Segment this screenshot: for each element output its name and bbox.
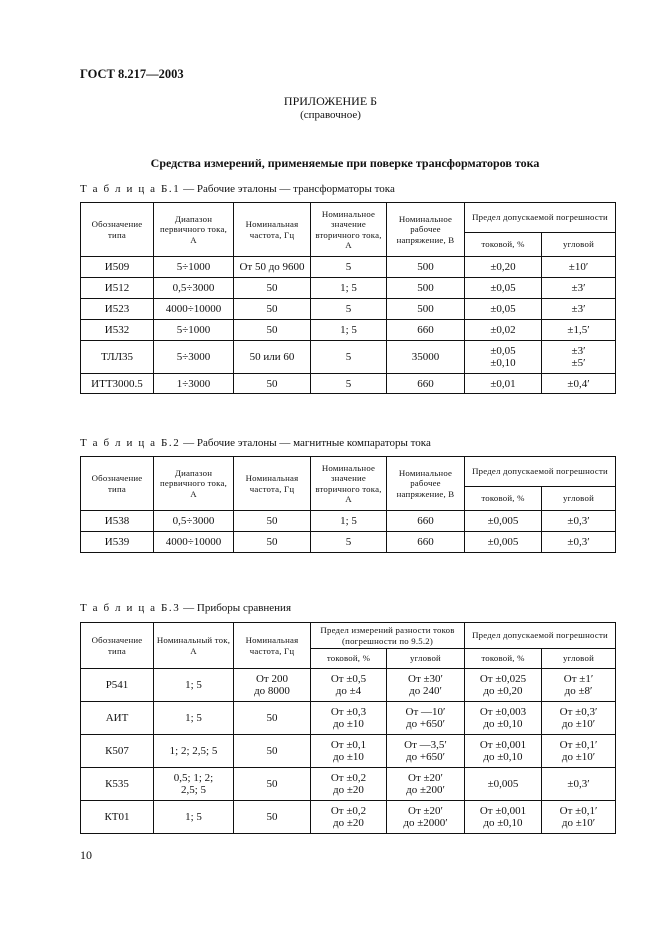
table3-header-row [81,623,616,649]
cell-freq: 50 [234,768,311,801]
table1-header-angle-err: угловой [542,233,616,257]
cell-nominal: 1; 5 [154,801,234,834]
cell-freq: 50 или 60 [234,341,311,374]
cell-meas-angle [387,669,465,702]
table3-header-err-angle: угловой [542,649,616,669]
cell-meas-angle [387,801,465,834]
table-row [81,320,616,341]
cell-line: От ±1′ [563,673,594,685]
cell-line: до ±10′ [561,817,596,829]
cell-current-err: ±0,05 [465,299,542,320]
cell-err-angle: ±0,3′ [542,768,616,801]
table3-caption-prefix: Т а б л и ц а Б.3 [80,602,181,614]
cell-freq: 50 [234,532,311,553]
table-row [81,532,616,553]
table1-caption-prefix: Т а б л и ц а Б.1 [80,183,181,195]
cell-line: до ±20 [333,817,364,829]
table-row [81,735,616,768]
table2 [80,456,616,553]
cell-secondary: 5 [311,299,387,320]
table2-header-error-group: Предел допускаемой погрешности [465,457,616,487]
cell-range: 4000÷10000 [154,532,234,553]
cell-type: И523 [81,299,154,320]
cell-freq [234,669,311,702]
table2-header-angle-err: угловой [542,487,616,511]
cell-meas-current [311,669,387,702]
cell-secondary: 5 [311,341,387,374]
cell-line: От ±0,3 [330,706,367,718]
cell-voltage: 35000 [387,341,465,374]
cell-line: до ±0,10 [483,751,523,763]
cell-line: От ±0,5 [330,673,367,685]
document-code: ГОСТ 8.217—2003 [80,67,184,81]
table1-header-voltage: Номинальное рабочее напряжение, В [387,203,465,257]
appendix-subtitle: (справочное) [300,109,361,121]
table-row [81,257,616,278]
cell-freq: 50 [234,299,311,320]
cell-nominal: 1; 2; 2,5; 5 [154,735,234,768]
cell-voltage: 500 [387,299,465,320]
table-row [81,768,616,801]
cell-type: И509 [81,257,154,278]
table3-header-meas-group: Предел измерений разности токов (погрешности по 9.5.2) [311,623,465,649]
cell-err-current [465,669,542,702]
table3-header-meas-current: токовой, % [311,649,387,669]
table-row [81,801,616,834]
cell-angle-err: ±10′ [542,257,616,278]
cell-err-angle [542,702,616,735]
cell-line: до ±200′ [406,784,445,796]
cell-voltage: 660 [387,511,465,532]
table2-header-current-err: токовой, % [465,487,542,511]
cell-range: 5÷3000 [154,341,234,374]
cell-line: ±0,05 [490,345,516,357]
cell-err-angle [542,735,616,768]
table3-header-nominal: Номинальный ток, А [154,623,234,669]
table-row [81,278,616,299]
cell-line: до ±8′ [564,685,593,697]
cell-angle-err: ±3′ [542,278,616,299]
cell-meas-current [311,702,387,735]
cell-nominal: 1; 5 [154,702,234,735]
cell-line: От ±30′ [408,673,443,685]
table2-caption [80,437,431,449]
cell-current-err: ±0,005 [465,511,542,532]
cell-type: ТЛЛ35 [81,341,154,374]
cell-line: до +650′ [406,751,445,763]
table-row [81,669,616,702]
cell-freq: 50 [234,702,311,735]
cell-line: до ±4 [335,685,362,697]
table1-header-range: Диапазон первичного тока, А [154,203,234,257]
cell-type: И512 [81,278,154,299]
table2-header-type: Обозначение типа [81,457,154,511]
cell-line: до ±10 [333,751,364,763]
cell-line: до ±20 [333,784,364,796]
cell-err-current [465,735,542,768]
cell-type: АИТ [81,702,154,735]
cell-line: до +650′ [406,718,445,730]
cell-meas-current [311,801,387,834]
cell-err-angle [542,669,616,702]
table2-caption-prefix: Т а б л и ц а Б.2 [80,437,181,449]
cell-line: От ±0,1′ [559,805,598,817]
cell-voltage: 660 [387,532,465,553]
table1 [80,202,616,394]
cell-line: до ±0,20 [483,685,523,697]
cell-line: От ±0,001 [479,805,527,817]
cell-range: 0,5÷3000 [154,511,234,532]
cell-voltage: 660 [387,320,465,341]
table-row [81,702,616,735]
cell-freq: 50 [234,735,311,768]
cell-line: до ±0,10 [483,718,523,730]
table-row [81,511,616,532]
cell-freq: 50 [234,320,311,341]
cell-line: до ±10 [333,718,364,730]
cell-current-err: ±0,20 [465,257,542,278]
cell-line: до 8000 [254,685,290,697]
cell-line: до ±0,10 [483,817,523,829]
table2-header-range: Диапазон первичного тока, А [154,457,234,511]
table3-header-type: Обозначение типа [81,623,154,669]
cell-type: Р541 [81,669,154,702]
table-row [81,374,616,394]
cell-freq: От 50 до 9600 [234,257,311,278]
cell-err-angle [542,801,616,834]
cell-line: От ±0,3′ [559,706,598,718]
cell-current-err [465,341,542,374]
table3-header-err-current: токовой, % [465,649,542,669]
cell-secondary: 1; 5 [311,278,387,299]
table1-caption-text: — Рабочие эталоны — трансформаторы тока [180,183,395,195]
table1-header-type: Обозначение типа [81,203,154,257]
appendix-title: ПРИЛОЖЕНИЕ Б [283,94,378,108]
cell-line: От ±0,2 [330,772,367,784]
document-title: Средства измерений, применяемые при поверке трансформаторов тока [150,156,540,170]
cell-line: ±5′ [571,357,586,369]
cell-nominal [154,768,234,801]
cell-current-err: ±0,01 [465,374,542,394]
cell-line: до ±10′ [561,751,596,763]
cell-line: 2,5; 5 [180,784,207,796]
table2-header-row [81,457,616,487]
page-number: 10 [80,848,92,862]
table3-caption-text: — Приборы сравнения [180,602,292,614]
cell-range: 5÷1000 [154,320,234,341]
cell-freq: 50 [234,278,311,299]
cell-angle-err [542,341,616,374]
cell-line: От ±0,1 [330,739,367,751]
cell-line: От —10′ [405,706,446,718]
cell-nominal: 1; 5 [154,669,234,702]
cell-line: От ±20′ [408,772,443,784]
cell-line: От ±0,003 [479,706,527,718]
table-row [81,341,616,374]
cell-meas-angle [387,735,465,768]
cell-range: 5÷1000 [154,257,234,278]
cell-angle-err: ±3′ [542,299,616,320]
cell-type: К535 [81,768,154,801]
table2-caption-text: — Рабочие эталоны — магнитные компараторы тока [180,437,431,449]
table3-header-err-group: Предел допускаемой погрешности [465,623,616,649]
cell-meas-current [311,735,387,768]
cell-freq: 50 [234,801,311,834]
cell-freq: 50 [234,511,311,532]
cell-line: до ±10′ [561,718,596,730]
cell-current-err: ±0,05 [465,278,542,299]
cell-line: От ±20′ [408,805,443,817]
cell-type: ИТТ3000.5 [81,374,154,394]
cell-type: И538 [81,511,154,532]
table3 [80,622,616,834]
table3-header-meas-angle: угловой [387,649,465,669]
appendix-heading [0,94,661,122]
cell-line: От ±0,025 [479,673,527,685]
cell-angle-err: ±1,5′ [542,320,616,341]
cell-range: 1÷3000 [154,374,234,394]
cell-type: КТ01 [81,801,154,834]
cell-range: 4000÷10000 [154,299,234,320]
table1-caption [80,183,395,195]
cell-type: К507 [81,735,154,768]
cell-err-current: ±0,005 [465,768,542,801]
table1-header-error-group: Предел допускаемой погрешности [465,203,616,233]
cell-line: От ±0,2 [330,805,367,817]
cell-line: 0,5; 1; 2; [173,772,214,784]
cell-type: И539 [81,532,154,553]
cell-current-err: ±0,005 [465,532,542,553]
cell-type: И532 [81,320,154,341]
cell-meas-angle [387,702,465,735]
cell-line: От 200 [255,673,288,685]
cell-err-current [465,702,542,735]
cell-line: ±3′ [571,345,586,357]
cell-line: до ±2000′ [403,817,448,829]
table3-header-freq: Номинальная частота, Гц [234,623,311,669]
cell-voltage: 500 [387,257,465,278]
cell-meas-angle [387,768,465,801]
cell-voltage: 500 [387,278,465,299]
table2-header-freq: Номинальная частота, Гц [234,457,311,511]
cell-current-err: ±0,02 [465,320,542,341]
table1-header-freq: Номинальная частота, Гц [234,203,311,257]
cell-angle-err: ±0,3′ [542,532,616,553]
cell-secondary: 5 [311,532,387,553]
cell-line: От ±0,001 [479,739,527,751]
cell-voltage: 660 [387,374,465,394]
cell-line: От ±0,1′ [559,739,598,751]
cell-range: 0,5÷3000 [154,278,234,299]
table2-header-voltage: Номинальное рабочее напряжение, В [387,457,465,511]
cell-line: до 240′ [409,685,442,697]
table3-caption [80,602,291,614]
cell-secondary: 1; 5 [311,511,387,532]
cell-secondary: 5 [311,257,387,278]
cell-secondary: 1; 5 [311,320,387,341]
table1-header-current-err: токовой, % [465,233,542,257]
cell-line: ±0,10 [490,357,516,369]
cell-angle-err: ±0,4′ [542,374,616,394]
cell-meas-current [311,768,387,801]
cell-secondary: 5 [311,374,387,394]
table2-header-secondary: Номинальное значение вторичного тока, А [311,457,387,511]
cell-line: От —3,5′ [404,739,447,751]
cell-err-current [465,801,542,834]
table-row [81,299,616,320]
cell-angle-err: ±0,3′ [542,511,616,532]
cell-freq: 50 [234,374,311,394]
table1-header-secondary: Номинальное значение вторичного тока, А [311,203,387,257]
table1-header-row [81,203,616,233]
